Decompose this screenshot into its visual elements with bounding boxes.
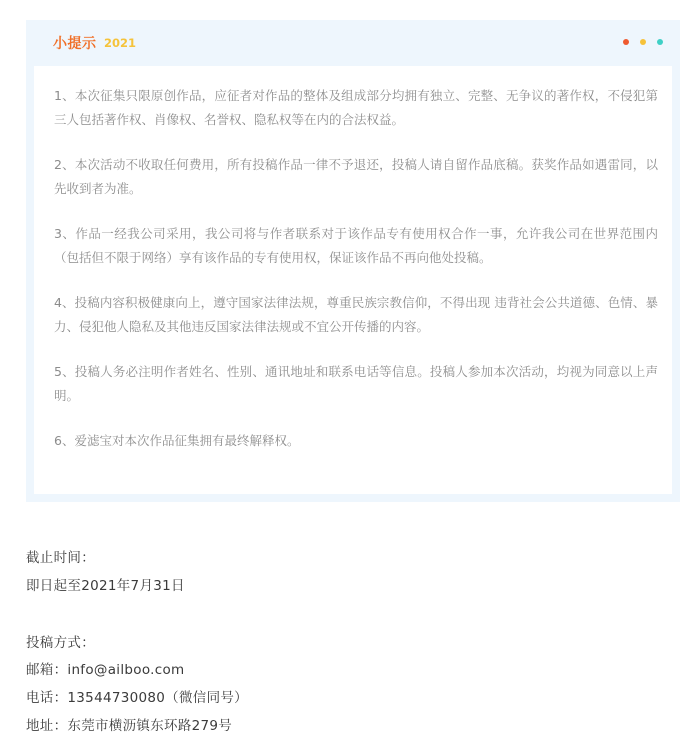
deadline-label: 截止时间：: [26, 550, 95, 566]
yellow-dot-icon: [640, 39, 646, 45]
red-dot-icon: [623, 39, 629, 45]
rule-item: 4、投稿内容积极健康向上，遵守国家法律法规，尊重民族宗教信仰，不得出现 违背社会公共道德、色情、暴力、侵犯他人隐私及其他违反国家法律法规或不宜公开传播的内容。: [54, 295, 658, 334]
teal-dot-icon: [657, 39, 663, 45]
rule-item: 6、爱滤宝对本次作品征集拥有最终解释权。: [54, 433, 300, 448]
rule-item: 1、本次征集只限原创作品，应征者对作品的整体及组成部分均拥有独立、完整、无争议的著作权，不侵犯第三人包括著作权、肖像权、名誉权、隐私权等在内的合法权益。: [54, 88, 658, 127]
submission-label: 投稿方式：: [26, 635, 95, 651]
tips-year: 2021: [104, 36, 137, 50]
contact-email: 邮箱：info@ailboo.com: [26, 662, 185, 678]
deadline-value: 即日起至2021年7月31日: [26, 578, 185, 594]
tips-header: [26, 20, 680, 66]
rule-item: 3、作品一经我公司采用，我公司将与作者联系对于该作品专有使用权合作一事，允许我公司在世界范围内（包括但不限于网络）享有该作品的专有使用权，保证该作品不再向他处投稿。: [54, 226, 658, 265]
contact-address: 地址：东莞市横沥镇东环路279号: [26, 718, 233, 734]
rule-item: 2、本次活动不收取任何费用，所有投稿作品一律不予退还，投稿人请自留作品底稿。获奖作品如遇雷同，以先收到者为准。: [54, 157, 658, 196]
tips-body: [34, 66, 672, 494]
tips-title: 小提示: [53, 36, 97, 52]
contact-phone: 电话：13544730080（微信同号）: [26, 690, 248, 706]
rule-item: 5、投稿人务必注明作者姓名、性别、通讯地址和联系电话等信息。投稿人参加本次活动，均视为同意以上声明。: [54, 364, 658, 403]
tips-card: [26, 20, 680, 502]
